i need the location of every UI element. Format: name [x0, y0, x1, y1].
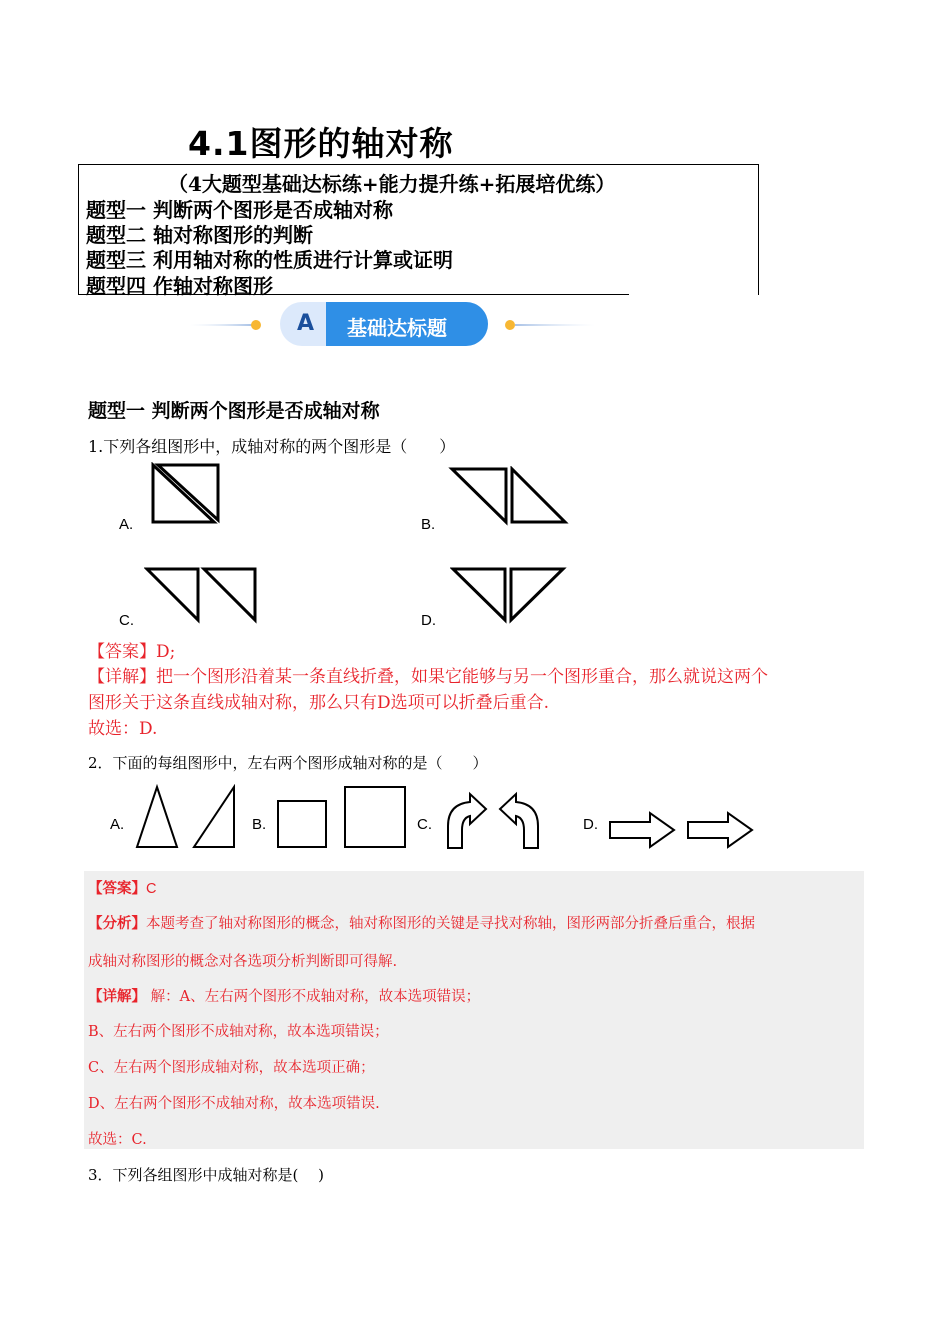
q2-figure-d	[606, 810, 758, 852]
q1-option-a: A.	[119, 516, 134, 533]
q2-answer-value: C	[146, 881, 157, 897]
q1-figure-b	[448, 466, 570, 526]
q2-option-c: C.	[417, 816, 432, 833]
q2-figure-b	[274, 784, 410, 850]
topic-line-1: 题型一 判断两个图形是否成轴对称	[86, 198, 393, 222]
box-gap	[629, 292, 758, 295]
q2-detail-c: C、左右两个图形成轴对称，故本选项正确；	[88, 1060, 375, 1076]
topic-line-3: 题型三 利用轴对称的性质进行计算或证明	[86, 248, 453, 272]
q2-figure-c	[440, 782, 544, 852]
q2-analysis-tag: 【分析】	[88, 915, 146, 932]
q1-figure-d	[450, 566, 568, 624]
q1-option-b: B.	[421, 516, 436, 533]
q1-stem: 1.下列各组图形中，成轴对称的两个图形是（ ）	[88, 437, 456, 456]
banner-letter: A	[297, 311, 315, 336]
q2-answer	[88, 877, 156, 898]
q2-option-a: A.	[110, 816, 125, 833]
q2-analysis-line-1	[88, 912, 755, 933]
q2-option-d: D.	[583, 816, 598, 833]
q2-analysis-text: 本题考查了轴对称图形的概念，轴对称图形的关键是寻找对称轴，图形两部分折叠后重合，根据	[146, 916, 755, 932]
banner-label: 基础达标题	[347, 316, 447, 340]
q2-conclusion: 故选：C.	[88, 1132, 147, 1148]
topic-box-subtitle: （4大题型基础达标练+能力提升练+拓展培优练）	[168, 172, 616, 196]
q2-figure-a	[134, 784, 240, 850]
q2-option-b: B.	[252, 816, 267, 833]
q3-stem: 3．下列各组图形中成轴对称是( )	[88, 1166, 325, 1184]
q2-analysis-line-2: 成轴对称图形的概念对各选项分析判断即可得解.	[88, 954, 398, 970]
section-heading: 题型一 判断两个图形是否成轴对称	[88, 400, 380, 422]
q1-option-d: D.	[421, 612, 436, 629]
q2-detail-a	[88, 985, 480, 1006]
q1-option-c: C.	[119, 612, 134, 629]
q2-detail-d: D、左右两个图形不成轴对称，故本选项错误.	[88, 1096, 380, 1112]
q2-answer-tag: 【答案】	[88, 880, 146, 897]
q1-figure-a	[150, 462, 222, 524]
page-title: 4.1图形的轴对称	[188, 124, 454, 163]
q2-detail-b: B、左右两个图形不成轴对称，故本选项错误；	[88, 1024, 389, 1040]
q2-detail-a-text: 解：A、左右两个图形不成轴对称，故本选项错误；	[146, 989, 481, 1005]
q1-conclusion: 故选：D.	[88, 719, 158, 739]
q1-answer: 【答案】D;	[88, 642, 176, 662]
q1-detail-line-1: 【详解】把一个图形沿着某一条直线折叠，如果它能够与另一个图形重合，那么就说这两个	[88, 667, 768, 687]
q1-detail-line-2: 图形关于这条直线成轴对称，那么只有D选项可以折叠后重合.	[88, 693, 550, 713]
topic-line-2: 题型二 轴对称图形的判断	[86, 223, 313, 247]
q1-figure-c	[144, 566, 260, 624]
q2-detail-tag: 【详解】	[88, 988, 146, 1005]
topic-line-4: 题型四 作轴对称图形	[86, 274, 273, 298]
q2-stem: 2．下面的每组图形中，左右两个图形成轴对称的是（ ）	[88, 754, 488, 772]
